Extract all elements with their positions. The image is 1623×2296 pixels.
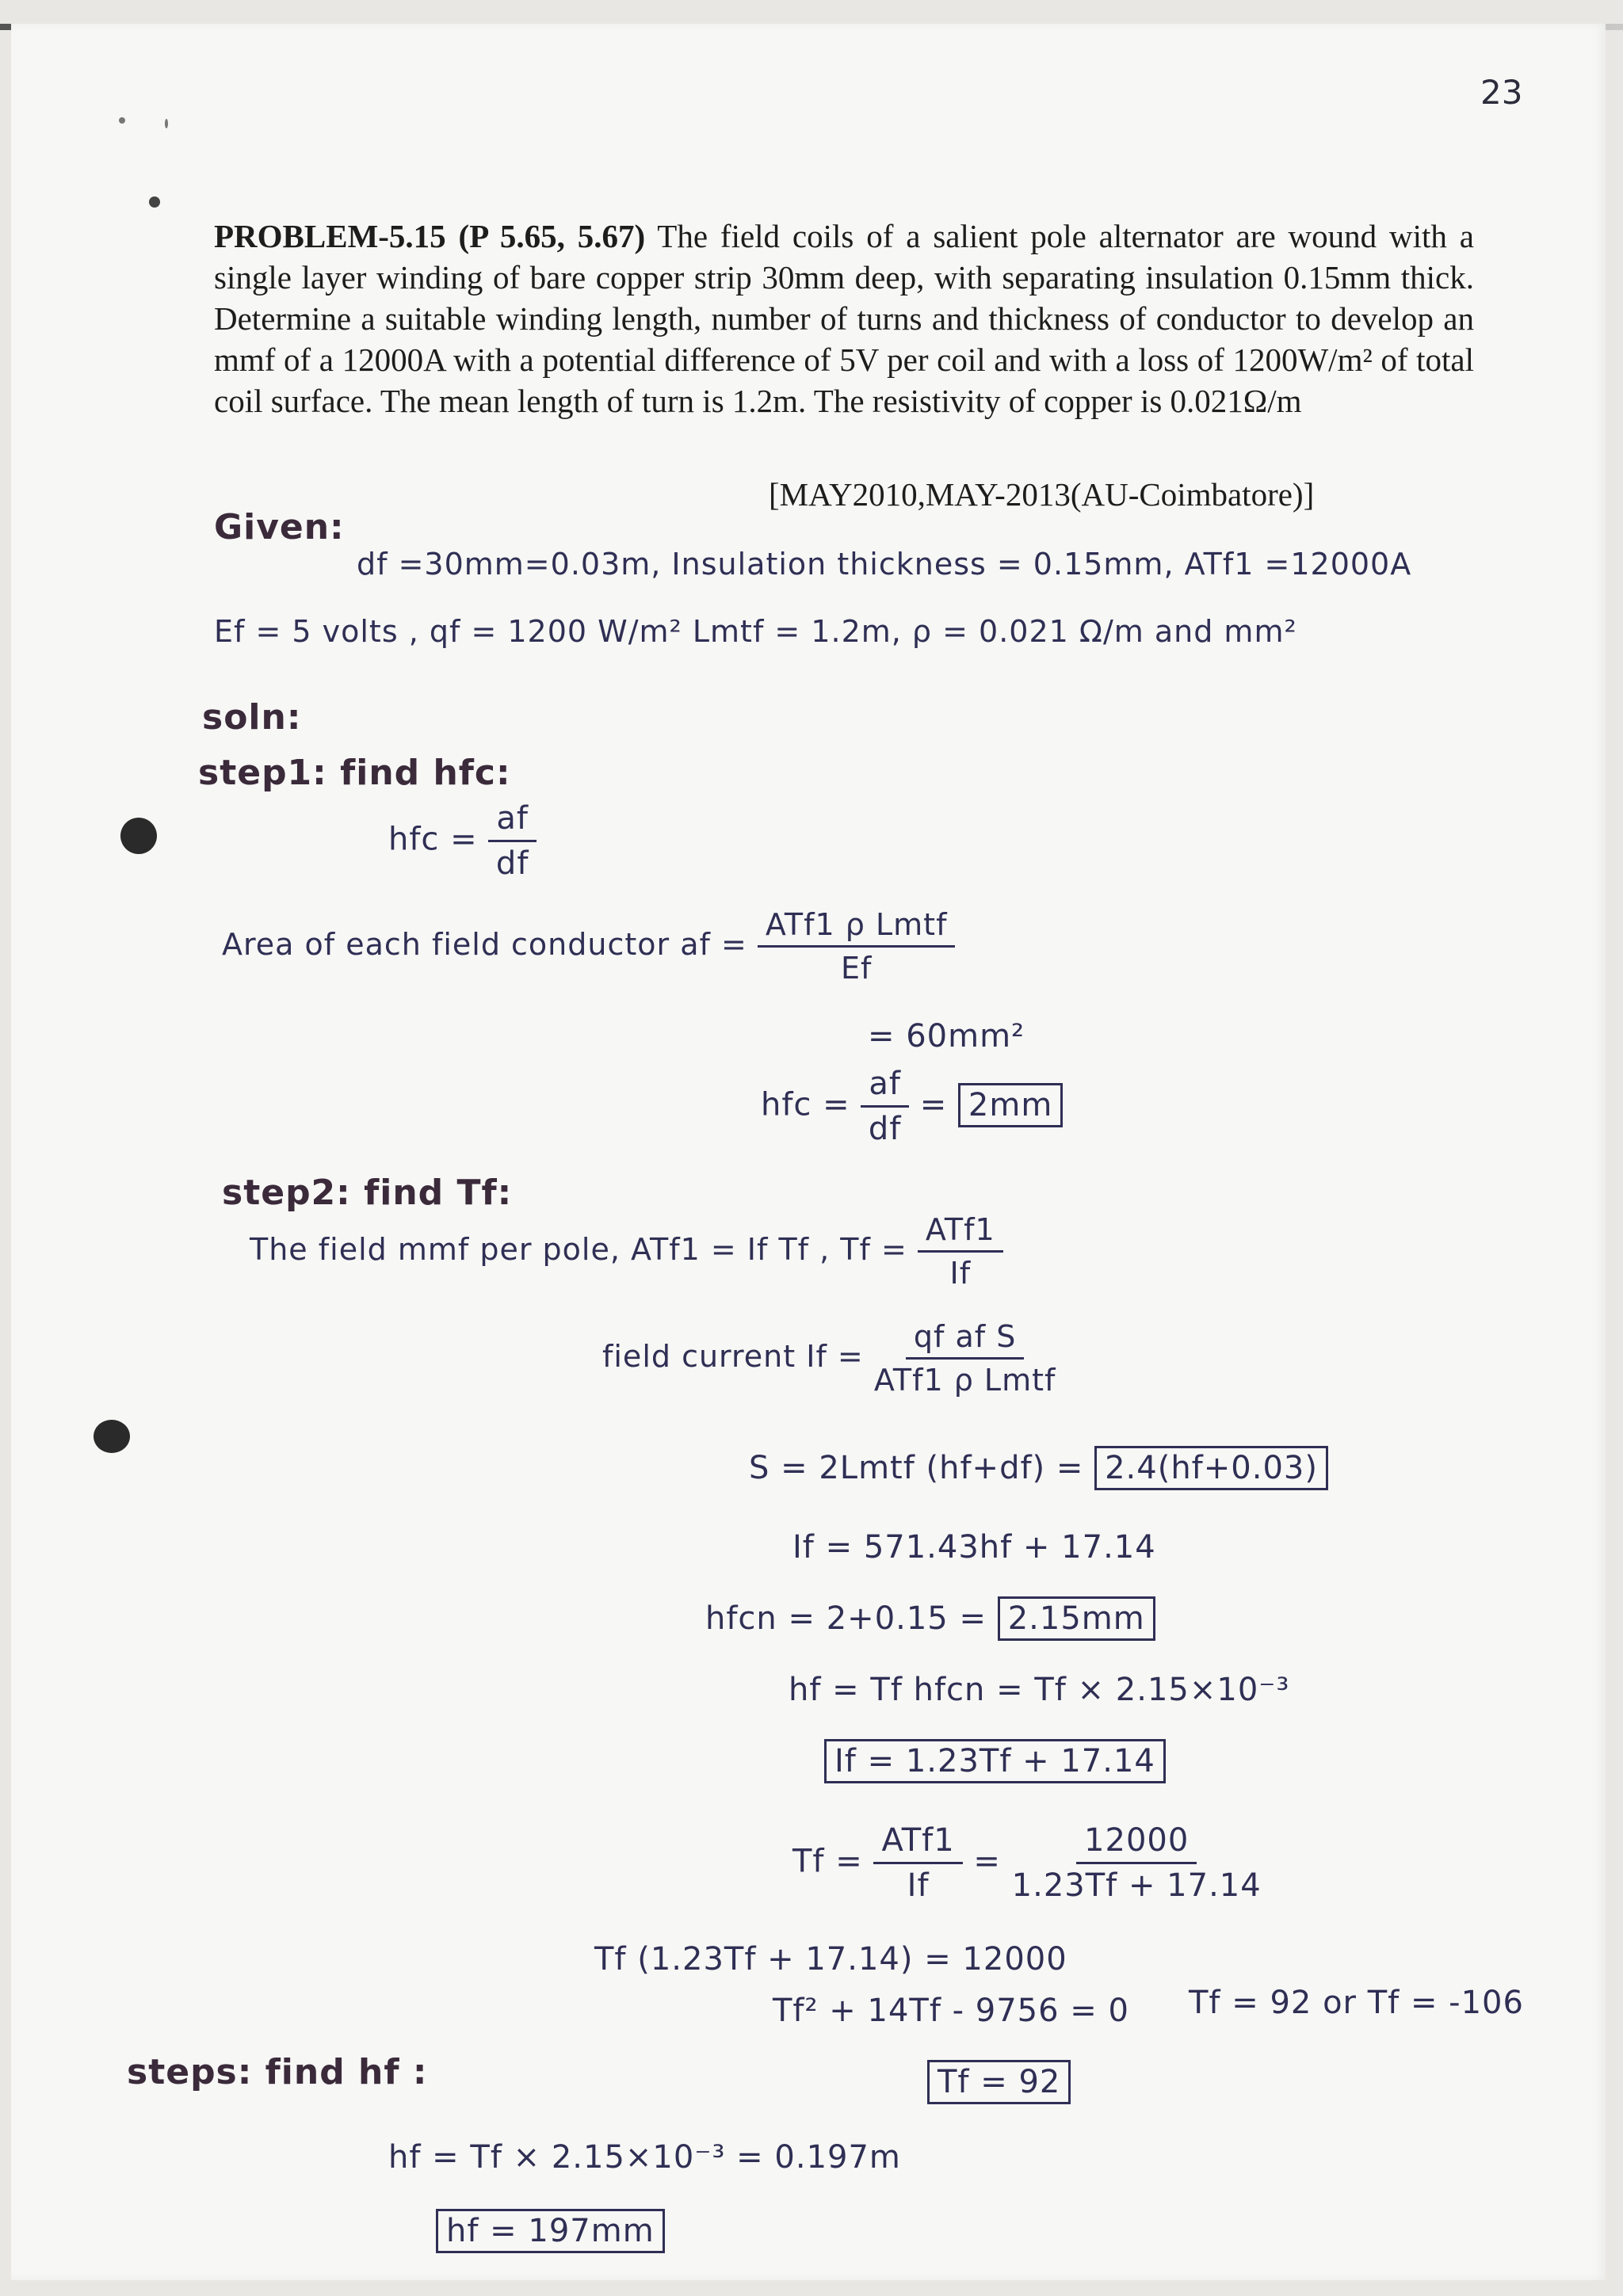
page-mark <box>119 117 125 124</box>
tf-equals: = <box>973 1843 1001 1880</box>
tf-numerator-1: ATf1 <box>873 1822 962 1864</box>
hf-result-box: hf = 197mm <box>436 2209 665 2253</box>
hfc-result-box: 2mm <box>958 1083 1063 1127</box>
s-line <box>749 1450 1328 1486</box>
hfc-numerator: af <box>488 800 537 842</box>
problem-statement <box>214 215 1474 421</box>
hfc2-fraction <box>861 1066 909 1147</box>
tf-fraction-1 <box>873 1822 962 1904</box>
tf-denominator-1: If <box>907 1867 930 1904</box>
tf-formula <box>792 1822 1262 1904</box>
hf-calc-line: hf = Tf × 2.15×10⁻³ = 0.197m <box>388 2139 901 2176</box>
hf-relation-line: hf = Tf hfcn = Tf × 2.15×10⁻³ <box>789 1672 1290 1708</box>
hfc2-numerator: af <box>861 1066 909 1108</box>
mmf-text: The field mmf per pole, ATf1 = If Tf , Tf = <box>250 1232 907 1267</box>
hfc2-equals: = <box>919 1086 948 1123</box>
binder-hole <box>120 818 157 854</box>
mmf-denominator: If <box>949 1256 972 1291</box>
s-result-box: 2.4(hf+0.03) <box>1094 1446 1328 1490</box>
current-fraction <box>874 1319 1056 1398</box>
current-denominator: ATf1 ρ Lmtf <box>873 1363 1056 1398</box>
tf-numerator-2: 12000 <box>1076 1822 1197 1864</box>
hfc2-denominator: df <box>868 1111 902 1147</box>
area-denominator: Ef <box>840 951 873 986</box>
hfcn-line <box>705 1600 1155 1637</box>
hfc-fraction <box>488 800 537 882</box>
page-mark <box>165 119 168 128</box>
page-number: 23 <box>1480 73 1523 112</box>
binder-hole <box>149 196 160 208</box>
area-label: Area of each field conductor af = <box>222 927 747 962</box>
problem-reference: [MAY2010,MAY-2013(AU-Coimbatore)] <box>769 476 1315 513</box>
tf-lhs: Tf = <box>792 1843 863 1880</box>
area-numerator: ATf1 ρ Lmtf <box>758 907 956 948</box>
hfc-lhs: hfc = <box>388 821 478 858</box>
tf-expand-line: Tf (1.23Tf + 17.14) = 12000 <box>594 1941 1067 1978</box>
problem-label: PROBLEM-5.15 (P 5.65, 5.67) <box>214 218 646 254</box>
current-label: field current If = <box>602 1339 864 1374</box>
area-fraction <box>758 907 956 986</box>
hfcn-result-box: 2.15mm <box>998 1596 1155 1641</box>
current-numerator: qf af S <box>906 1319 1024 1360</box>
hfc2-lhs: hfc = <box>761 1086 850 1123</box>
roots-line: Tf = 92 or Tf = -106 <box>1189 1985 1524 2021</box>
given-line-1: df =30mm=0.03m, Insulation thickness = 0.15mm, ATf1 =12000A <box>357 547 1412 582</box>
area-formula <box>222 907 955 986</box>
given-line-2: Ef = 5 volts , qf = 1200 W/m² Lmtf = 1.2m, ρ = 0.021 Ω/m and mm² <box>214 614 1297 649</box>
hfcn-formula: hfcn = 2+0.15 = <box>705 1600 987 1637</box>
tf-result-box: Tf = 92 <box>927 2060 1071 2104</box>
field-current-line <box>602 1319 1056 1398</box>
mmf-numerator: ATf1 <box>918 1212 1003 1253</box>
if-result-box: If = 1.23Tf + 17.14 <box>824 1739 1166 1783</box>
problem-text: The field coils of a salient pole alternator are wound with a single layer winding of bare copper strip 30mm deep, with separating insulation 0.15mm thick. Determine a suitable winding length, number of turns and thickness of conductor to develop an mmf of a 12000A with a potential difference of 5V per coil and with a loss of 1200W/m² of total coil surface. The mean length of turn is 1.2m. The resistivity of copper is 0.021Ω/m <box>214 218 1474 419</box>
given-heading: Given: <box>214 507 345 547</box>
hfc-formula <box>388 800 537 882</box>
area-value: = 60mm² <box>868 1018 1025 1055</box>
binder-hole <box>94 1420 130 1453</box>
tf-denominator-2: 1.23Tf + 17.14 <box>1011 1867 1262 1904</box>
hfc-denominator: df <box>495 845 529 882</box>
hfc-result-line <box>761 1066 1063 1147</box>
tf-fraction-2 <box>1012 1822 1262 1904</box>
quadratic-line: Tf² + 14Tf - 9756 = 0 <box>773 1993 1129 2029</box>
s-formula: S = 2Lmtf (hf+df) = <box>749 1450 1084 1486</box>
mmf-fraction <box>918 1212 1003 1291</box>
step2-heading: step2: find Tf: <box>222 1173 513 1213</box>
mmf-line <box>250 1212 1003 1291</box>
solution-heading: soln: <box>202 697 302 738</box>
step1-heading: step1: find hfc: <box>198 753 511 793</box>
if-line: If = 571.43hf + 17.14 <box>792 1529 1156 1566</box>
step3-heading: steps: find hf : <box>127 2052 428 2092</box>
